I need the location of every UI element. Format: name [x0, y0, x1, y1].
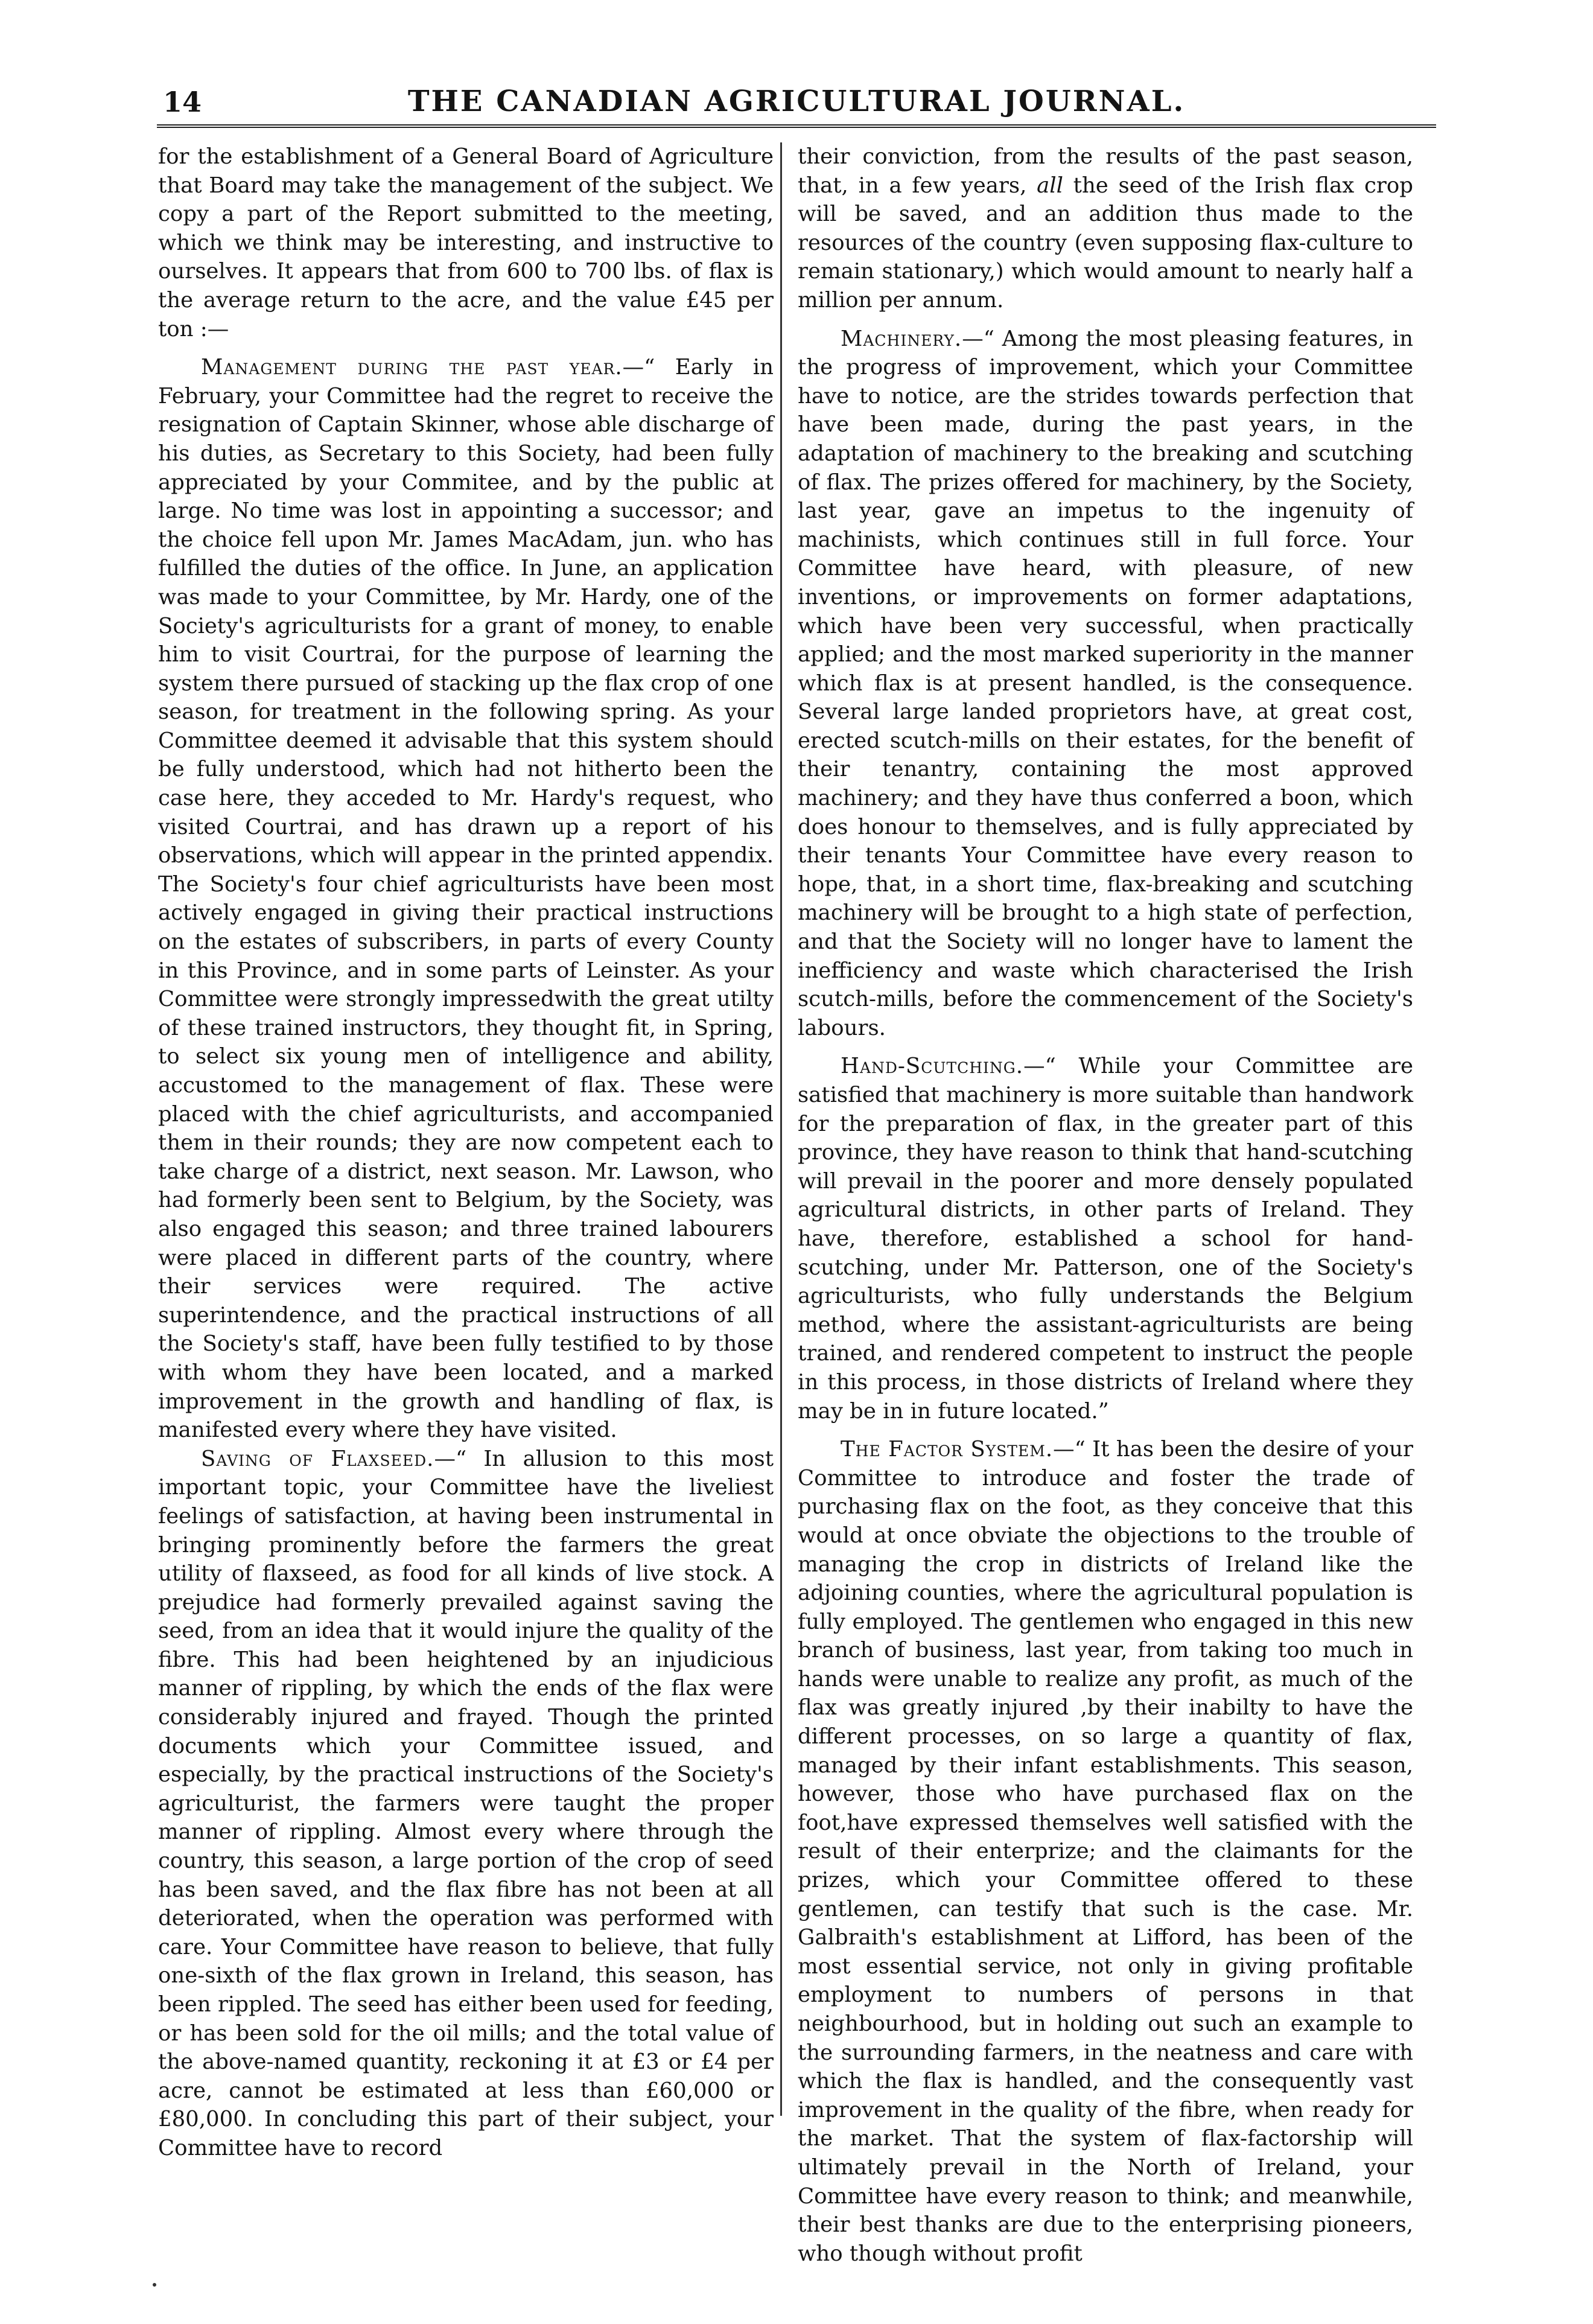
management-body: —“ Early in February, your Committee had the regret to receive the resignation of Captain Skinner, whose able discharge of his duties, as Secretary to this Society, had been fully appreciated by your Commitee, and by the public at large. No time was lost in appointing a successor; and the choice fell upon Mr. James MacAdam, jun. who has fulfilled the duties of the office. In June, an application was made to your Committee, by Mr. Hardy, one of the Society's agriculturists for a grant of money, to enable him to visit Courtrai, for the purpose of learning the system there pursued of stacking up the flax crop of one season, for treatment in the following spring. As your Committee deemed it advisable that this system should be fully understood, which had not hitherto been the case here, they acceded to Mr. Hardy's request, who visited Courtrai, and has drawn up a report of his observations, which will appear in the printed appendix. The Society's four chief agriculturists have been most actively engaged in giving their practical instructions on the estates of subscribers, in parts of every County in this Province, and in some parts of Leinster. As your Committee were strongly impressedwith the great utilty of these trained instructors, they thought fit, in Spring, to select six young men of intelligence and ability, accustomed to the management of flax. These were placed with the chief agriculturists, and accompanied them in their rounds; they are now competent each to take charge of a district, next season. Mr. Lawson, who had formerly been sent to Belgium, by the Society, was also engaged this season; and three trained labourers were placed in different parts of the country, where their services were required. The active superintendence, and the practical instructions of all the Society's staff, have been fully testified to by those with whom they have been located, and a marked improvement in the growth and handling of flax, is manifested every where they have visited. — [158, 355, 774, 1443]
ink-specks — [151, 2281, 163, 2293]
machinery-heading: Machinery. — [841, 326, 962, 351]
conviction-paragraph — [798, 142, 1413, 315]
management-paragraph — [158, 353, 774, 1445]
conviction-emphasis: all — [1037, 173, 1063, 198]
hand-scutching-paragraph — [798, 1052, 1413, 1425]
conviction-text-a: their conviction, from the results of the past season, that, in a few years, — [798, 144, 1413, 198]
flaxseed-paragraph — [158, 1445, 774, 2163]
page-number: 14 — [163, 86, 202, 118]
header-rule — [157, 124, 1436, 128]
management-heading: Management during the past year. — [201, 355, 623, 380]
flaxseed-body: —“ In allusion to this most important topic, your Committee have the liveliest feelings of satisfaction, at having been instrumental in bringing prominently before the farmers the great utility of flaxseed, as food for all kinds of live stock. A prejudice had formerly prevailed against saving the seed, from an idea that it would injure the quality of the fibre. This had been heightened by an injudicious manner of rippling, by which the ends of the flax were considerably injured and frayed. Though the printed documents which your Committee issued, and especially, by the practical instructions of the Society's agriculturist, the farmers were taught the proper manner of rippling. Almost every where through the country, this season, a large portion of the crop of seed has been saved, and the flax fibre has not been at all deteriorated, when the operation was performed with care. Your Committee have reason to believe, that fully one-sixth of the flax grown in Ireland, this season, has been rippled. The seed has either been used for feeding, or has been sold for the oil mills; and the total value of the above-named quantity, reckoning it at £3 or £4 per acre, cannot be estimated at less than £60,000 or £80,000. In concluding this part of their subject, your Committee have to record — [158, 1446, 774, 2160]
machinery-body: —“ Among the most pleasing features, in the progress of improvement, which your Committee have to notice, are the strides towards perfection that have been made, during the past years, in the adaptation of machinery to the breaking and scutching of flax. The prizes offered for machinery, by the Society, last year, gave an impetus to the ingenuity of machinists, which continues still in full force. Your Committee have heard, with pleasure, of new inventions, or improvements on former adaptations, which have been very successful, when practically applied; and the most marked superiority in the manner which flax is at present handled, is the consequence. Several large landed proprietors have, at great cost, erected scutch-mills on their estates, for the benefit of their tenantry, containing the most approved machinery; and they have thus conferred a boon, which does honour to themselves, and is fully appreciated by their tenants Your Committee have every reason to hope, that, in a short time, flax-breaking and scutching machinery will be brought to a high state of perfection, and that the Society will no longer have to lament the inefficiency and waste which characterised the Irish scutch-mills, before the commencement of the Society's labours. — [798, 326, 1413, 1040]
left-column — [158, 142, 774, 2163]
flaxseed-heading: Saving of Flaxseed. — [201, 1446, 434, 1471]
right-column — [798, 142, 1413, 2268]
intro-paragraph: for the establishment of a General Board of Agriculture that Board may take the management of the subject. We copy a part of the Report submitted to the meeting, which we think may be interesting, and instructive to ourselves. It appears that from 600 to 700 lbs. of flax is the average return to the acre, and the value £45 per ton :— — [158, 144, 774, 342]
hand-scutching-body: —“ While your Committee are satisfied that machinery is more suitable than handwork for the preparation of flax, in the greater part of this province, they have reason to think that hand-scutching will prevail in the poorer and more densely populated agricultural districts, in other parts of Ireland. They have, therefore, established a school for hand-scutching, under Mr. Patterson, one of the Society's agriculturists, who fully understands the Belgium method, where the assistant-agriculturists are being trained, and rendered competent to instruct the people in this process, in those districts of Ireland where they may be in in future located.” — [798, 1054, 1413, 1424]
page-header — [157, 78, 1436, 127]
machinery-paragraph — [798, 325, 1413, 1043]
factor-system-body: —“ It has been the desire of your Committee to introduce and foster the trade of purchasing flax on the foot, as they conceive that this would at once obviate the objections to the trouble of managing the crop in districts of Ireland like the adjoining counties, where the agricultural population is fully employed. The gentlemen who engaged in this new branch of business, last year, from taking too much in hands were unable to realize any profit, as much of the flax was greatly injured ,by their inabilty to have the different processes, on so large a quantity of flax, managed by their infant establishments. This season, however, those who have purchased flax on the foot,have expressed themselves well satisfied with the result of their enterprize; and the claimants for the prizes, which your Committee offered to these gentlemen, can testify that such is the case. Mr. Galbraith's establishment at Lifford, has been of the most essential service, not only in giving profitable employment to numbers of persons in that neighbourhood, but in holding out such an example to the surrounding farmers, in the neatness and care with which the flax is handled, and the consequently vast improvement in the quality of the fibre, when ready for the market. That the system of flax-factorship will ultimately prevail in the North of Ireland, your Committee have every reason to think; and meanwhile, their best thanks are due to the enterprising pioneers, who though without profit — [798, 1437, 1413, 2266]
journal-title: THE CANADIAN AGRICULTURAL JOURNAL. — [407, 84, 1186, 118]
factor-system-paragraph — [798, 1435, 1413, 2268]
factor-system-heading: The Factor System. — [841, 1437, 1054, 1462]
hand-scutching-heading: Hand-Scutching. — [841, 1054, 1024, 1079]
conviction-text-b: the seed of the Irish flax crop will be saved, and an addition thus made to the resources of the country (even supposing flax-culture to remain stationary,) which would amount to nearly half a million per annum. — [798, 173, 1413, 313]
column-divider — [780, 142, 782, 2116]
